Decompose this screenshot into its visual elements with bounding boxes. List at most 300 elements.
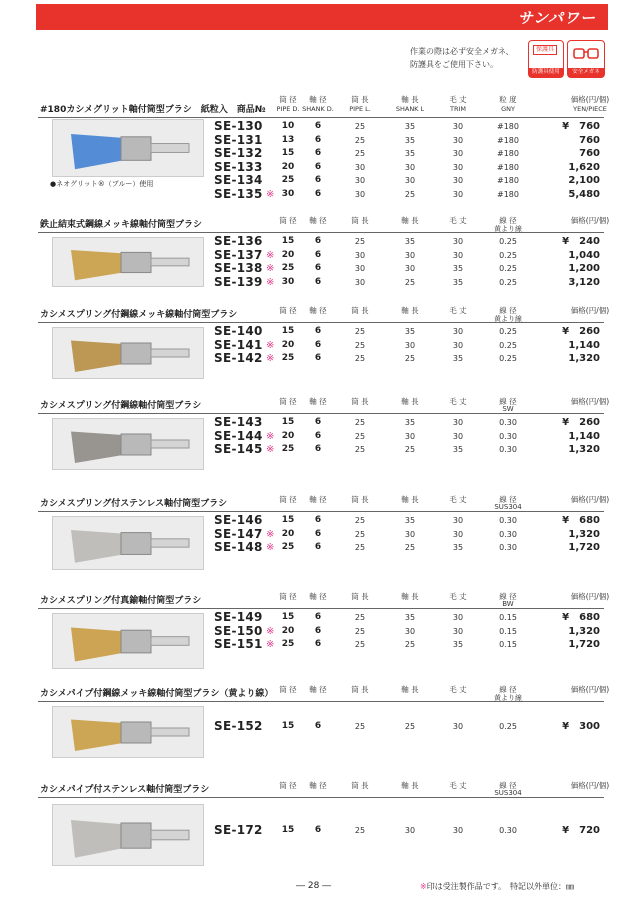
cell-price: 1,140	[568, 430, 600, 442]
column-header-length	[340, 396, 380, 407]
column-label: 軸 長	[401, 781, 419, 790]
column-label: 軸 径	[309, 685, 327, 694]
cell-axlen: 25	[404, 445, 416, 454]
product-row	[38, 134, 604, 147]
cell-price: ¥ 760	[562, 121, 600, 132]
cell-trim: 35	[452, 277, 464, 287]
made-to-order-mark: ※	[266, 263, 275, 274]
column-header-price	[560, 305, 620, 316]
product-row	[38, 541, 604, 554]
cell-price: ¥ 240	[562, 236, 600, 247]
cell-trim: 30	[452, 722, 464, 731]
section-divider	[38, 608, 604, 609]
cell-spec: 0.15	[499, 613, 517, 622]
cell-spec: #180	[497, 162, 519, 172]
cell-axlen: 30	[404, 529, 416, 539]
section-title: #180カシメグリット軸付筒型ブラシ 紙粒入 商品№	[40, 105, 266, 115]
column-label: 筒 径	[279, 685, 297, 694]
column-label: 軸 長	[401, 495, 419, 504]
cell-dia: 15	[281, 326, 295, 336]
section-title: カシメパイプ付ステンレス軸付筒型ブラシ	[40, 785, 210, 795]
column-label: 線 径	[499, 216, 517, 225]
column-header-axlen	[390, 591, 430, 602]
column-header-price	[560, 780, 620, 791]
column-label: 軸 径	[309, 495, 327, 504]
cell-spec: 0.30	[499, 826, 517, 835]
section-header	[38, 772, 610, 798]
product-row	[38, 720, 604, 733]
product-row	[38, 161, 604, 174]
section-header	[38, 207, 610, 233]
cell-length: 25	[354, 340, 366, 350]
section-divider	[38, 701, 604, 702]
page-number: ― 28 ―	[296, 881, 332, 891]
cell-trim: 30	[452, 176, 464, 185]
column-label: 筒 長	[351, 781, 369, 790]
cell-shank: 6	[314, 148, 322, 158]
cell-spec: #180	[497, 135, 519, 145]
cell-spec: 0.25	[499, 327, 517, 336]
column-header-trim	[438, 215, 478, 226]
column-header-axlen	[390, 94, 430, 113]
cell-axlen: 35	[404, 613, 416, 622]
cell-price: ¥ 260	[562, 326, 600, 337]
product-row	[38, 514, 604, 527]
cell-axlen: 30	[404, 250, 416, 260]
section-divider	[38, 117, 604, 118]
section-header	[38, 92, 610, 118]
product-code: SE-143	[214, 415, 263, 429]
column-label: 線 径	[499, 781, 517, 790]
product-row	[38, 416, 604, 429]
section-title: カシメスプリング付鋼線メッキ線軸付筒型ブラシ	[40, 310, 238, 320]
product-row	[38, 443, 604, 456]
column-label: 軸 長	[401, 216, 419, 225]
cell-length: 25	[354, 135, 366, 145]
cell-trim: 30	[452, 122, 464, 131]
made-to-order-mark: ※	[266, 528, 275, 540]
column-header-length	[340, 215, 380, 226]
cell-spec: 0.25	[499, 237, 517, 246]
column-label-en: SHANK L	[395, 105, 425, 113]
cell-axlen: 25	[404, 277, 416, 287]
made-to-order-mark: ※	[266, 444, 275, 455]
cell-length: 30	[354, 176, 366, 185]
cell-dia: 15	[281, 612, 295, 622]
cell-axlen: 25	[404, 722, 416, 731]
cell-spec: #180	[497, 189, 519, 199]
notice-line-2: 防護具をご使用下さい。	[410, 60, 498, 69]
cell-spec: 0.25	[499, 277, 517, 287]
made-to-order-mark: ※	[266, 353, 275, 364]
cell-shank: 6	[314, 326, 322, 336]
cell-dia: 20	[281, 249, 295, 260]
cell-trim: 30	[452, 626, 464, 636]
cell-dia: 25	[281, 444, 295, 454]
cell-shank: 6	[314, 542, 322, 552]
column-header-price	[560, 591, 620, 602]
cell-dia: 20	[281, 339, 295, 350]
cell-dia: 25	[281, 263, 295, 273]
cell-shank: 6	[314, 161, 322, 172]
cell-dia: 15	[281, 148, 295, 158]
section-header	[38, 486, 610, 512]
column-label-en: SHANK D.	[302, 105, 334, 113]
column-label: 粒 度	[499, 95, 517, 104]
cell-axlen: 35	[404, 237, 416, 246]
column-label-en: YEN/PIECE	[573, 105, 607, 113]
product-code: SE-152	[214, 719, 263, 733]
product-code: SE-144	[214, 428, 263, 443]
cell-trim: 35	[452, 354, 464, 363]
section-divider	[38, 511, 604, 512]
column-label: 毛 丈	[449, 495, 467, 504]
column-label: 筒 径	[279, 592, 297, 601]
product-code: SE-142	[214, 351, 263, 365]
cell-price: 760	[579, 134, 600, 146]
section-divider	[38, 322, 604, 323]
product-row	[38, 611, 604, 624]
cell-length: 25	[354, 237, 366, 246]
product-row	[38, 174, 604, 187]
product-row	[38, 625, 604, 638]
column-label: 筒 径	[279, 781, 297, 790]
column-label: 毛 丈	[449, 781, 467, 790]
product-code: SE-151	[214, 637, 263, 651]
safety-notice	[410, 45, 530, 71]
column-label: 線 径	[499, 397, 517, 406]
column-header-trim	[438, 94, 478, 113]
product-row	[38, 276, 604, 289]
product-code: SE-135	[214, 186, 263, 201]
column-label-en: GNY	[501, 105, 515, 113]
cell-shank: 6	[314, 263, 322, 273]
cell-length: 25	[354, 122, 366, 131]
protector-badge-label: 防護具使用	[529, 68, 563, 77]
column-header-length	[340, 780, 380, 791]
product-row	[38, 249, 604, 262]
column-header-trim	[438, 305, 478, 316]
column-header-trim	[438, 396, 478, 407]
cell-price: 1,320	[568, 353, 600, 364]
product-row	[38, 824, 604, 837]
product-row	[38, 120, 604, 133]
column-label: 価格(円/個)	[570, 685, 610, 694]
cell-spec: 0.30	[499, 418, 517, 427]
column-label: 軸 長	[401, 306, 419, 315]
section-divider	[38, 232, 604, 233]
cell-axlen: 30	[404, 626, 416, 636]
cell-spec: 0.25	[499, 250, 517, 260]
product-row	[38, 339, 604, 352]
column-label: 軸 径	[309, 592, 327, 601]
cell-shank: 6	[314, 236, 322, 246]
column-label: 軸 径	[309, 397, 327, 406]
product-row	[38, 528, 604, 541]
cell-price: 1,720	[568, 639, 600, 650]
wire-type: 黄より線	[494, 694, 522, 702]
cell-shank: 6	[314, 528, 322, 539]
footer-note-text: 印は受注製作品です。 特記以外単位：㎜	[426, 882, 575, 891]
cell-shank: 6	[314, 430, 322, 441]
column-label: 筒 径	[279, 495, 297, 504]
product-row	[38, 638, 604, 651]
cell-axlen: 25	[404, 543, 416, 552]
cell-dia: 20	[281, 528, 295, 539]
cell-spec: 0.15	[499, 626, 517, 636]
product-row	[38, 147, 604, 160]
column-header-price	[560, 215, 620, 226]
column-label: 価格(円/個)	[570, 397, 610, 406]
cell-axlen: 35	[404, 418, 416, 427]
cell-axlen: 25	[404, 189, 416, 199]
column-header-axlen	[390, 494, 430, 505]
cell-shank: 6	[314, 175, 322, 185]
column-header-price	[560, 396, 620, 407]
column-label: 毛 丈	[449, 592, 467, 601]
cell-spec: 0.25	[499, 340, 517, 350]
column-header-shank	[298, 494, 338, 505]
cell-shank: 6	[314, 353, 322, 363]
column-header-trim	[438, 494, 478, 505]
column-label-en: TRIM	[449, 105, 466, 113]
column-label: 軸 長	[401, 95, 419, 104]
cell-price: 2,100	[568, 175, 600, 186]
made-to-order-mark: ※	[266, 249, 275, 261]
cell-axlen: 30	[404, 431, 416, 441]
column-label: 筒 長	[351, 495, 369, 504]
product-code: SE-138	[214, 261, 263, 275]
column-header-shank	[298, 305, 338, 316]
column-label: 筒 径	[279, 397, 297, 406]
notice-line-1: 作業の際は必ず安全メガネ、	[410, 47, 514, 56]
cell-axlen: 30	[404, 340, 416, 350]
cell-length: 25	[354, 149, 366, 158]
product-row	[38, 188, 604, 201]
cell-price: ¥ 720	[562, 825, 600, 836]
column-header-axlen	[390, 396, 430, 407]
cell-dia: 15	[281, 417, 295, 427]
cell-shank: 6	[314, 276, 322, 287]
cell-shank: 6	[314, 721, 322, 731]
made-to-order-mark: ※	[266, 188, 275, 200]
cell-shank: 6	[314, 612, 322, 622]
cell-length: 25	[354, 431, 366, 441]
section-title: 鉄止結束式鋼線メッキ線軸付筒型ブラシ	[40, 220, 203, 230]
cell-dia: 15	[281, 825, 295, 835]
cell-dia: 15	[281, 236, 295, 246]
cell-axlen: 30	[404, 176, 416, 185]
product-code: SE-141	[214, 337, 263, 352]
product-code: SE-139	[214, 274, 263, 289]
cell-dia: 30	[281, 276, 295, 287]
cell-price: 1,320	[568, 444, 600, 455]
cell-length: 25	[354, 626, 366, 636]
cell-length: 25	[354, 722, 366, 731]
column-label: 軸 長	[401, 592, 419, 601]
product-row	[38, 352, 604, 365]
cell-spec: #180	[497, 149, 519, 158]
cell-trim: 30	[452, 613, 464, 622]
column-header-shank	[298, 94, 338, 113]
product-row	[38, 262, 604, 275]
column-label: 筒 長	[351, 95, 369, 104]
cell-shank: 6	[314, 625, 322, 636]
section-title: カシメスプリング付鋼線軸付筒型ブラシ	[40, 401, 202, 411]
cell-axlen: 35	[404, 327, 416, 336]
product-code: SE-133	[214, 159, 263, 174]
cell-length: 25	[354, 640, 366, 649]
cell-dia: 10	[281, 121, 295, 131]
cell-price: ¥ 680	[562, 612, 600, 623]
cell-trim: 35	[452, 445, 464, 454]
cell-axlen: 30	[404, 264, 416, 273]
cell-trim: 30	[452, 418, 464, 427]
cell-price: 1,320	[568, 528, 600, 540]
made-to-order-mark: ※	[266, 639, 275, 650]
section-divider	[38, 413, 604, 414]
cell-trim: 30	[452, 149, 464, 158]
cell-axlen: 35	[404, 122, 416, 131]
section-title: カシメスプリング付ステンレス軸付筒型ブラシ	[40, 499, 228, 509]
section-header	[38, 297, 610, 323]
cell-trim: 35	[452, 640, 464, 649]
cell-length: 30	[354, 264, 366, 273]
cell-price: 1,200	[568, 263, 600, 274]
cell-price: 1,320	[568, 625, 600, 637]
product-code: SE-132	[214, 146, 263, 160]
cell-trim: 30	[452, 516, 464, 525]
cell-length: 25	[354, 529, 366, 539]
cell-shank: 6	[314, 188, 322, 199]
cell-shank: 6	[314, 444, 322, 454]
cell-shank: 6	[314, 134, 322, 145]
cell-axlen: 30	[404, 826, 416, 835]
cell-dia: 25	[281, 639, 295, 649]
cell-length: 25	[354, 613, 366, 622]
column-label-en: PIPE D.	[276, 105, 300, 113]
column-header-grit	[488, 94, 528, 113]
cell-shank: 6	[314, 515, 322, 525]
column-label: 筒 径	[279, 95, 297, 104]
cell-shank: 6	[314, 825, 322, 835]
cell-trim: 30	[452, 162, 464, 172]
column-header-length	[340, 494, 380, 505]
cell-dia: 20	[281, 625, 295, 636]
cell-spec: 0.25	[499, 354, 517, 363]
made-to-order-mark: ※	[266, 339, 275, 351]
wire-type: SUS304	[494, 503, 522, 511]
column-label: 筒 長	[351, 306, 369, 315]
cell-spec: 0.30	[499, 431, 517, 441]
cell-axlen: 25	[404, 354, 416, 363]
cell-spec: 0.30	[499, 445, 517, 454]
product-code: SE-140	[214, 324, 263, 338]
cell-axlen: 35	[404, 135, 416, 145]
wire-type: SW	[502, 405, 514, 413]
cell-axlen: 35	[404, 149, 416, 158]
cell-dia: 25	[281, 175, 295, 185]
column-header-price	[560, 684, 620, 695]
cell-length: 25	[354, 354, 366, 363]
column-header-trim	[438, 591, 478, 602]
cell-price: 1,140	[568, 339, 600, 351]
cell-dia: 15	[281, 515, 295, 525]
cell-axlen: 30	[404, 162, 416, 172]
column-label: 軸 長	[401, 397, 419, 406]
column-label: 筒 長	[351, 216, 369, 225]
wire-type: 黄より線	[494, 225, 522, 233]
cell-length: 25	[354, 327, 366, 336]
cell-dia: 13	[281, 134, 295, 145]
cell-shank: 6	[314, 249, 322, 260]
footer-note	[420, 881, 574, 892]
cell-spec: 0.15	[499, 640, 517, 649]
column-label: 線 径	[499, 306, 517, 315]
made-to-order-mark: ※	[266, 430, 275, 442]
section-title: カシメパイプ付鋼線メッキ線軸付筒型ブラシ（黄より線）	[40, 689, 274, 699]
column-header-trim	[438, 684, 478, 695]
column-header-axlen	[390, 305, 430, 316]
wire-type: 黄より線	[494, 315, 522, 323]
cell-price: ¥ 260	[562, 417, 600, 428]
product-row	[38, 235, 604, 248]
product-code: SE-131	[214, 132, 263, 147]
section-divider	[38, 797, 604, 798]
product-code: SE-130	[214, 119, 263, 133]
section-header	[38, 583, 610, 609]
cell-price: ¥ 680	[562, 515, 600, 526]
cell-price: 5,480	[568, 188, 600, 200]
goggles-badge-label: 安全メガネ	[568, 68, 604, 77]
brand-logo: サンパワー	[517, 9, 596, 27]
column-header-length	[340, 591, 380, 602]
column-label: 軸 径	[309, 95, 327, 104]
cell-spec: #180	[497, 122, 519, 131]
column-header-shank	[298, 684, 338, 695]
column-label: 価格(円/個)	[570, 95, 610, 104]
column-header-length	[340, 684, 380, 695]
product-code: SE-149	[214, 610, 263, 624]
column-label: 線 径	[499, 685, 517, 694]
cell-trim: 30	[452, 529, 464, 539]
cell-length: 25	[354, 445, 366, 454]
column-label: 毛 丈	[449, 306, 467, 315]
column-label: 毛 丈	[449, 95, 467, 104]
column-label: 軸 長	[401, 685, 419, 694]
cell-length: 25	[354, 826, 366, 835]
column-label: 価格(円/個)	[570, 592, 610, 601]
column-header-length	[340, 94, 380, 113]
cell-dia: 15	[281, 721, 295, 731]
column-header-shank	[298, 215, 338, 226]
made-to-order-mark: ※	[266, 276, 275, 288]
product-code: SE-137	[214, 247, 263, 262]
cell-trim: 30	[452, 340, 464, 350]
column-header-axlen	[390, 684, 430, 695]
cell-dia: 20	[281, 161, 295, 172]
cell-length: 30	[354, 162, 366, 172]
product-code: SE-136	[214, 234, 263, 248]
cell-dia: 25	[281, 353, 295, 363]
column-label: 筒 長	[351, 685, 369, 694]
column-header-length	[340, 305, 380, 316]
cell-trim: 30	[452, 826, 464, 835]
brand-bar	[36, 4, 608, 30]
cell-spec: 0.30	[499, 529, 517, 539]
cell-trim: 30	[452, 237, 464, 246]
column-label: 毛 丈	[449, 397, 467, 406]
